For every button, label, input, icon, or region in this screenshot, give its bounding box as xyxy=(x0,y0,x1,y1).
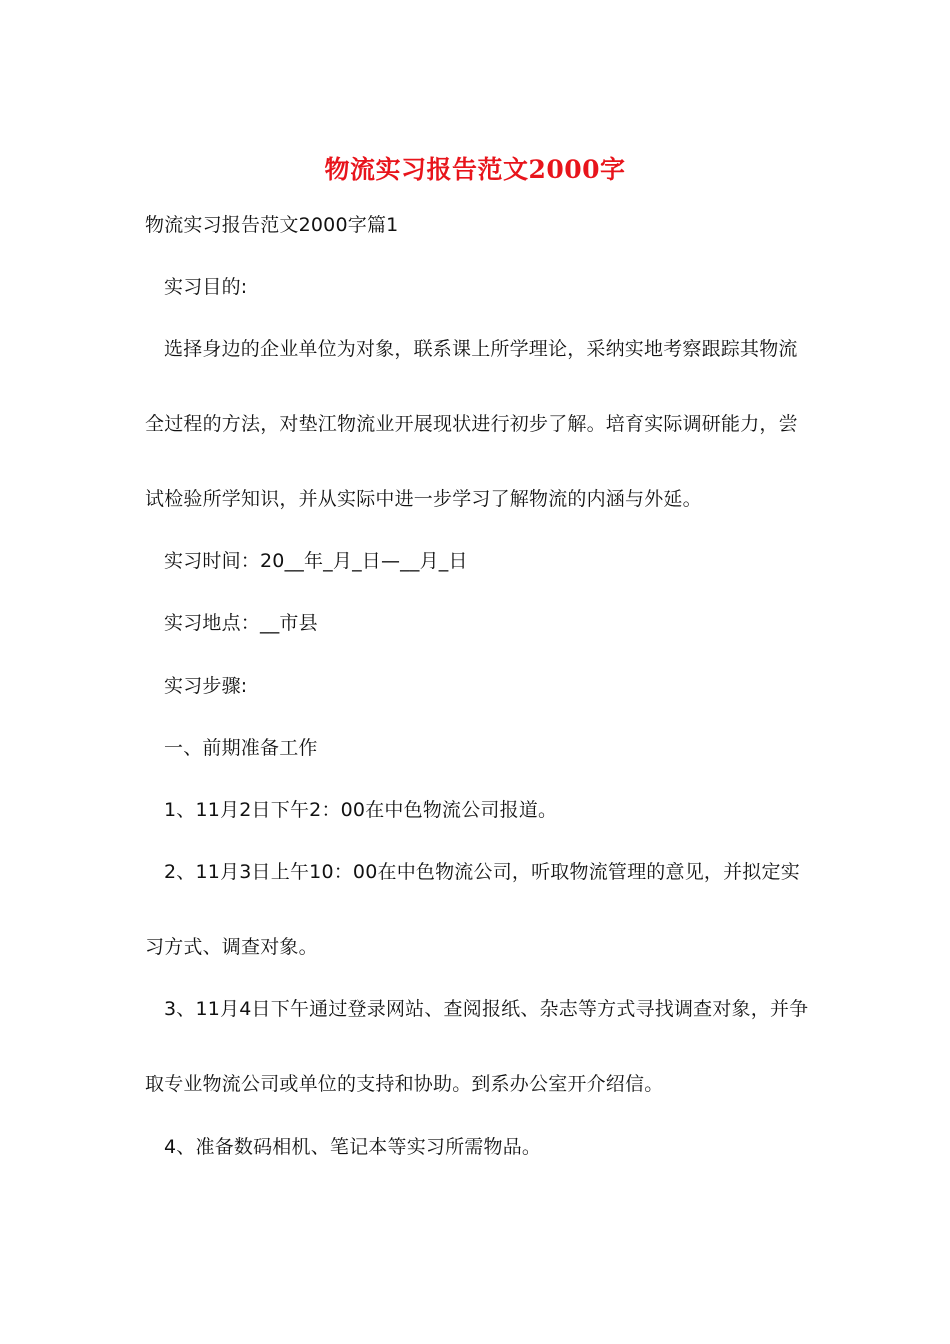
paragraph-line: 实习地点：__市县 xyxy=(164,612,318,634)
paragraph-line: 选择身边的企业单位为对象，联系课上所学理论，采纳实地考察跟踪其物流 xyxy=(164,338,798,360)
list-item-continuation: 取专业物流公司或单位的支持和协助。到系办公室开介绍信。 xyxy=(145,1073,664,1095)
list-item: 2、11月3日上午10：00在中色物流公司，听取物流管理的意见，并拟定实 xyxy=(164,861,800,883)
paragraph-line: 一、前期准备工作 xyxy=(164,737,318,759)
paragraph-line: 实习步骤: xyxy=(164,675,248,697)
section-heading: 物流实习报告范文2000字篇1 xyxy=(145,214,399,236)
paragraph-line: 全过程的方法，对垫江物流业开展现状进行初步了解。培育实际调研能力，尝 xyxy=(145,413,798,435)
paragraph-line: 试检验所学知识，并从实际中进一步学习了解物流的内涵与外延。 xyxy=(145,488,702,510)
paragraph-line: 实习目的: xyxy=(164,276,248,298)
document-title: 物流实习报告范文2000字 xyxy=(324,155,626,184)
list-item: 3、11月4日下午通过登录网站、查阅报纸、杂志等方式寻找调查对象，并争 xyxy=(164,998,809,1020)
list-item-continuation: 习方式、调查对象。 xyxy=(145,936,318,958)
list-item: 1、11月2日下午2：00在中色物流公司报道。 xyxy=(164,799,558,821)
paragraph-line: 实习时间：20__年_月_日—__月_日 xyxy=(164,550,468,572)
list-item: 4、准备数码相机、笔记本等实习所需物品。 xyxy=(164,1136,542,1158)
